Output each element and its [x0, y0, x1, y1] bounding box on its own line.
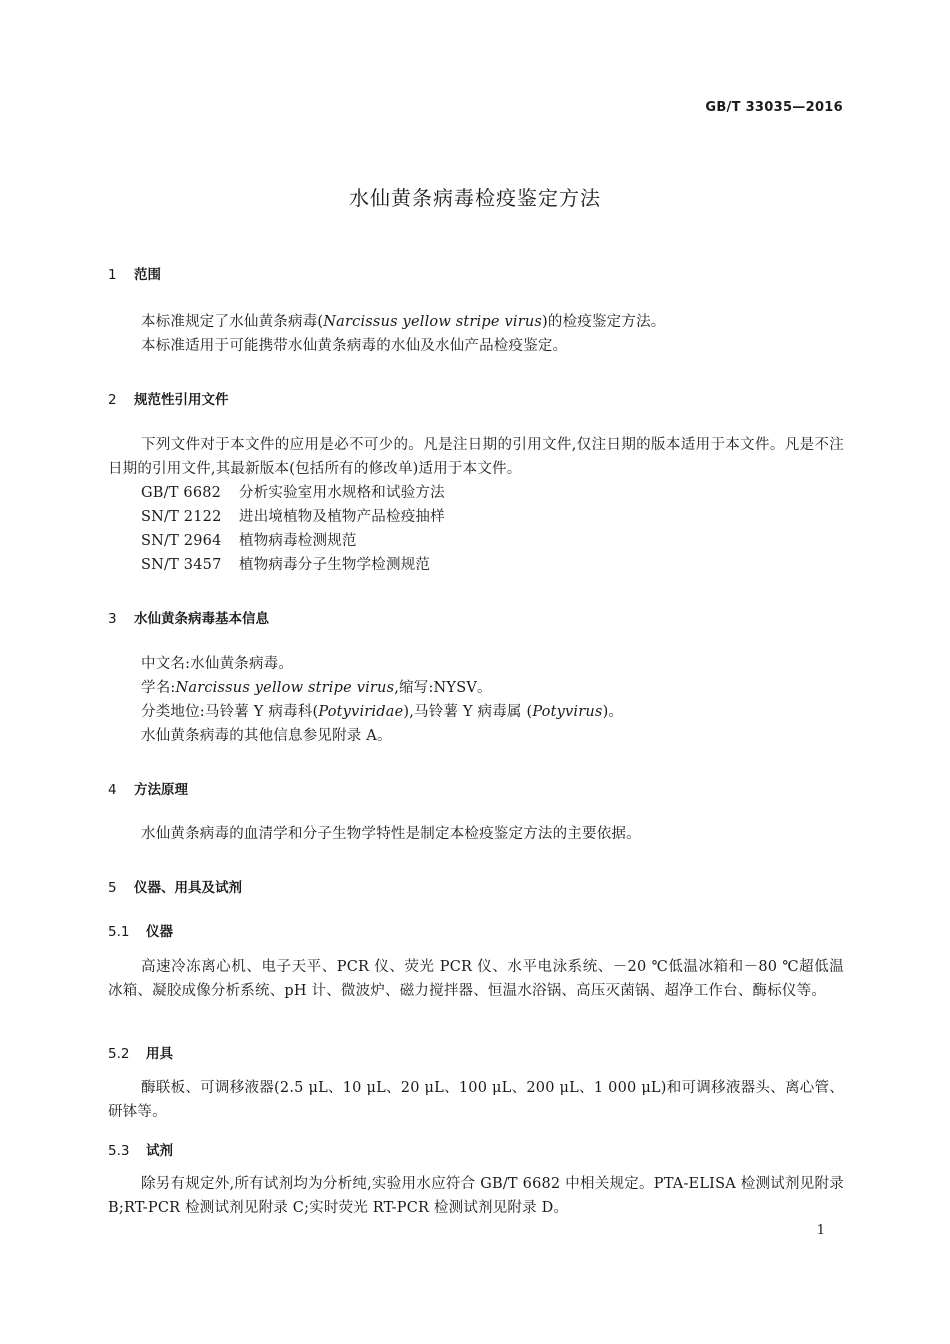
section-number: 5.1	[108, 924, 130, 940]
section-title: 试剂	[146, 1143, 173, 1159]
section-number: 3	[108, 611, 117, 627]
section-1-paragraph-2: 本标准适用于可能携带水仙黄条病毒的水仙及水仙产品检疫鉴定。	[141, 338, 568, 354]
reference-title: 分析实验室用水规格和试验方法	[239, 485, 445, 501]
taxonomy-line	[141, 700, 623, 724]
section-4-heading	[108, 778, 188, 798]
scientific-name-line	[141, 676, 492, 700]
document-title: 水仙黄条病毒检疫鉴定方法	[349, 186, 601, 210]
section-number: 2	[108, 392, 117, 408]
section-title: 仪器、用具及试剂	[134, 880, 242, 896]
reference-item	[141, 481, 445, 505]
section-5-3-heading	[108, 1139, 173, 1159]
section-title: 范围	[134, 267, 161, 283]
text-segment: 学名:	[141, 680, 176, 696]
section-5-heading	[108, 876, 242, 896]
section-title: 用具	[146, 1046, 173, 1062]
section-5-2-heading	[108, 1042, 173, 1062]
section-2-heading	[108, 388, 229, 408]
section-number: 5	[108, 880, 117, 896]
reference-item	[141, 505, 445, 529]
section-number: 5.3	[108, 1143, 130, 1159]
text-segment: 分类地位:马铃薯 Y 病毒科(	[141, 704, 319, 720]
page-number: 1	[816, 1223, 825, 1238]
section-number: 1	[108, 267, 117, 283]
section-4-paragraph: 水仙黄条病毒的血清学和分子生物学特性是制定本检疫鉴定方法的主要依据。	[141, 826, 641, 842]
reference-title: 进出境植物及植物产品检疫抽样	[239, 509, 445, 525]
section-number: 4	[108, 782, 117, 798]
section-title: 水仙黄条病毒基本信息	[134, 611, 269, 627]
text-segment: 本标准规定了水仙黄条病毒(	[141, 314, 324, 330]
text-segment: ),马铃薯 Y 病毒属 (	[403, 704, 533, 720]
reference-code: SN/T 2122	[141, 509, 222, 525]
section-1-paragraph-1	[141, 310, 665, 334]
other-info-line: 水仙黄条病毒的其他信息参见附录 A。	[141, 728, 392, 744]
species-name: Narcissus yellow stripe virus	[175, 680, 395, 696]
chinese-name-line: 中文名:水仙黄条病毒。	[141, 656, 294, 672]
section-5-1-heading	[108, 920, 173, 940]
section-title: 规范性引用文件	[134, 392, 229, 408]
reference-item	[141, 529, 357, 553]
text-segment: ,缩写:NYSV。	[394, 680, 492, 696]
text-segment: )。	[602, 704, 624, 720]
section-title: 方法原理	[134, 782, 188, 798]
standard-number: GB/T 33035—2016	[705, 100, 843, 115]
section-5-2-paragraph: 酶联板、可调移液器(2.5 μL、10 μL、20 μL、100 μL、200 μL、1 000 μL)和可调移液器头、离心管、研钵等。	[108, 1080, 844, 1120]
section-title: 仪器	[146, 924, 173, 940]
reference-code: GB/T 6682	[141, 485, 222, 501]
reference-code: SN/T 2964	[141, 533, 222, 549]
family-name: Potyviridae	[318, 704, 404, 720]
reference-title: 植物病毒分子生物学检测规范	[239, 557, 431, 573]
species-name: Narcissus yellow stripe virus	[323, 314, 543, 330]
section-3-heading	[108, 607, 269, 627]
section-5-1-paragraph: 高速冷冻离心机、电子天平、PCR 仪、荧光 PCR 仪、水平电泳系统、－20 ℃低温冰箱和－80 ℃超低温冰箱、凝胶成像分析系统、pH 计、微波炉、磁力搅拌器、恒温水浴锅、高压灭菌锅、超净工作台、酶标仪等。	[108, 959, 844, 999]
reference-title: 植物病毒检测规范	[239, 533, 357, 549]
section-number: 5.2	[108, 1046, 130, 1062]
genus-name: Potyvirus	[532, 704, 603, 720]
section-2-intro: 下列文件对于本文件的应用是必不可少的。凡是注日期的引用文件,仅注日期的版本适用于本文件。凡是不注日期的引用文件,其最新版本(包括所有的修改单)适用于本文件。	[108, 437, 844, 477]
reference-code: SN/T 3457	[141, 557, 222, 573]
section-1-heading	[108, 263, 161, 283]
section-5-3-paragraph: 除另有规定外,所有试剂均为分析纯,实验用水应符合 GB/T 6682 中相关规定。PTA-ELISA 检测试剂见附录 B;RT-PCR 检测试剂见附录 C;实时荧光 RT-PCR 检测试剂见附录 D。	[108, 1176, 844, 1216]
text-segment: )的检疫鉴定方法。	[542, 314, 666, 330]
reference-item	[141, 553, 430, 577]
